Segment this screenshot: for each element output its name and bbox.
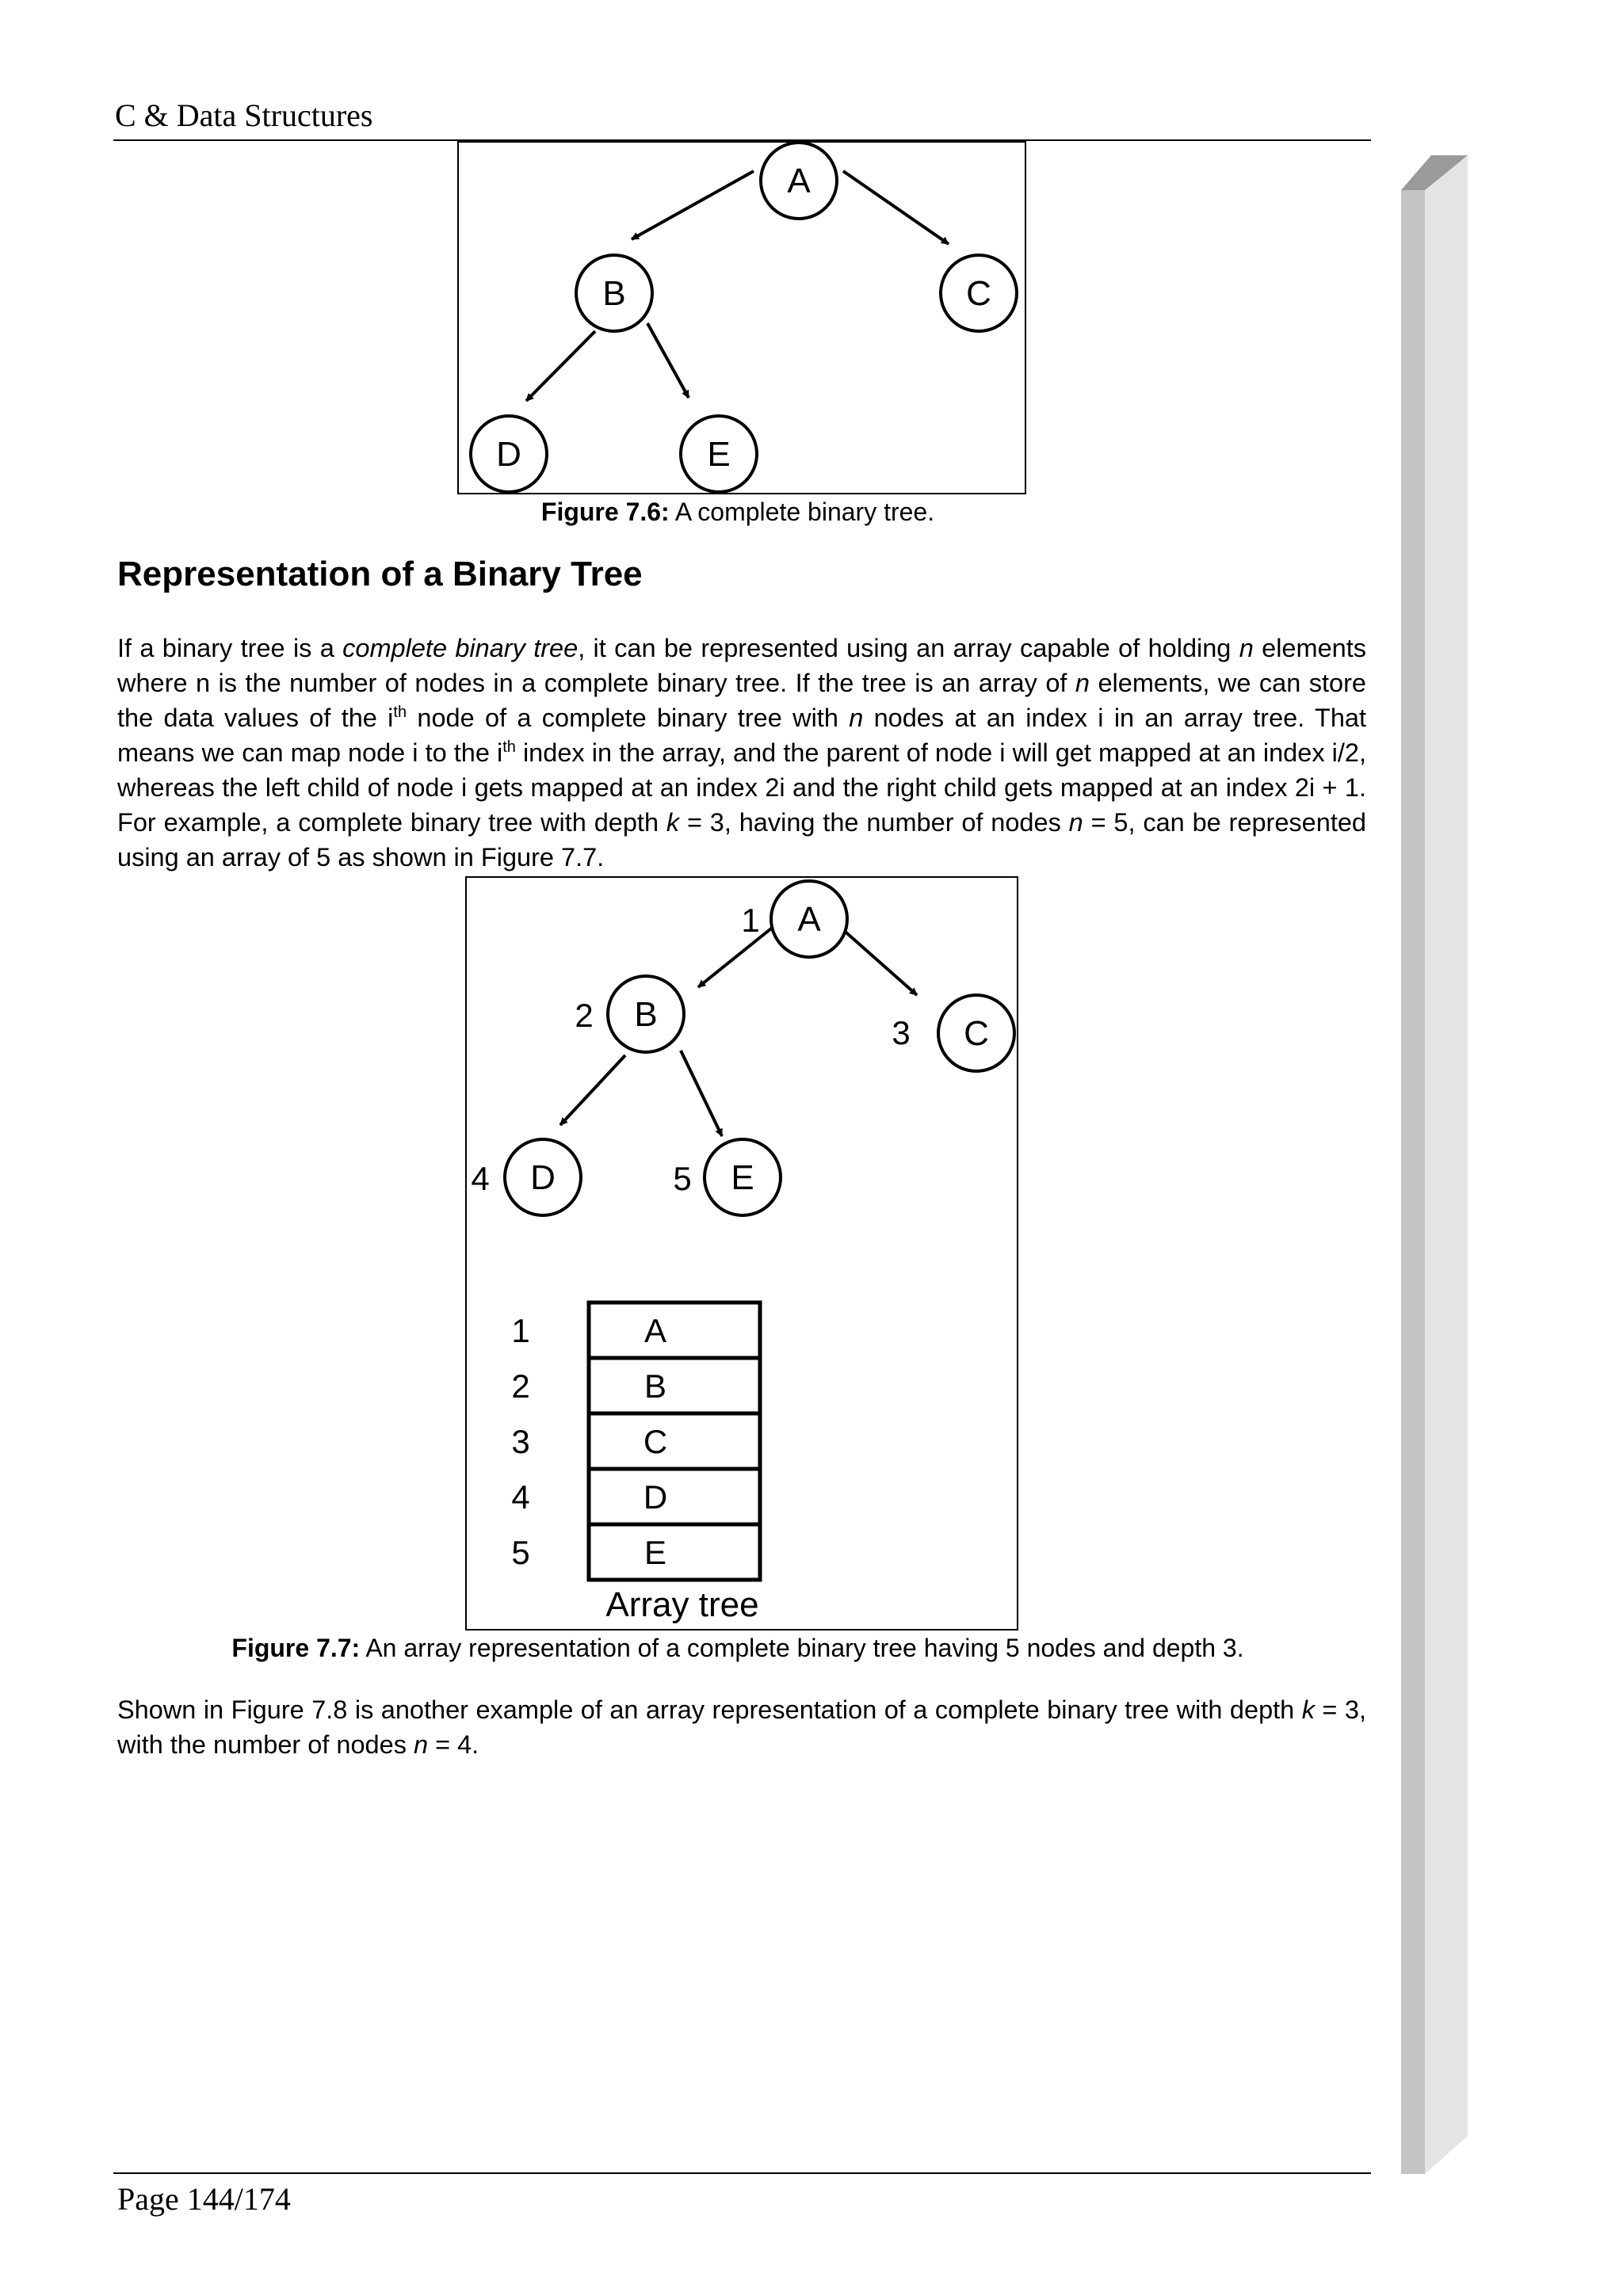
tree-node-label: A — [787, 162, 811, 200]
running-header: C & Data Structures — [115, 97, 373, 133]
edge-b-e — [681, 1051, 722, 1136]
body-paragraph: If a binary tree is a complete binary tree, it can be represented using an array capable of holding n elements where n is the number of nodes in a complete binary tree. If the tree is an array of n elements, we can store the data values of the $i^{th}$ node of a complete binary tree with n nodes at an index i in an array tree. That means we can map node i to the $i^{th}$ index in the array, and the parent of node i will get mapped at an index i/2, whereas the left child of node i gets mapped at an index 2i and the right child gets mapped at an index 2i + 1. For example, a complete binary tree with depth k = 3, having the number of nodes n = 5, can be represented using an array of 5 as shown in Figure 7.7. — [117, 634, 1367, 871]
edge-b-d — [560, 1055, 625, 1125]
tree-node-label: A — [797, 900, 821, 939]
figure-7-7-caption — [0, 1634, 1476, 1663]
tree-node-label: B — [634, 995, 658, 1034]
array-row-index: 2 — [511, 1367, 530, 1405]
decorative-side-bar — [1401, 155, 1468, 2177]
array-cell — [589, 1524, 760, 1580]
tree-node-index: 4 — [471, 1160, 490, 1197]
tree-node-label: D — [496, 435, 521, 474]
tree-node-index: 2 — [575, 997, 594, 1034]
caption-text: An array representation of a complete binary tree having 5 nodes and depth 3. — [360, 1634, 1244, 1662]
footer-divider — [113, 2172, 1371, 2174]
page-number: Page 144/174 — [117, 2181, 291, 2217]
array-row-index: 3 — [511, 1423, 530, 1460]
side-bar-edge — [1401, 190, 1425, 2174]
figure-7-6-diagram — [457, 141, 1026, 494]
array-cell — [589, 1358, 760, 1413]
array-row-index: 1 — [511, 1312, 530, 1349]
figure-7-6-caption — [0, 498, 1476, 527]
tree-node-label: B — [602, 274, 626, 313]
tree-node-label: E — [731, 1158, 754, 1197]
caption-label: Figure 7.6: — [540, 498, 670, 526]
array-row-index: 5 — [511, 1534, 530, 1571]
edge-a-b — [632, 171, 754, 239]
section-heading: Representation of a Binary Tree — [117, 555, 643, 593]
edge-a-b — [698, 922, 779, 987]
side-bar-face — [1425, 155, 1468, 2174]
tree-node-label: D — [530, 1158, 556, 1197]
edge-a-c — [834, 922, 917, 995]
caption-text: A complete binary tree. — [669, 498, 935, 526]
edge-a-c — [843, 171, 949, 244]
tree-node-label: C — [966, 274, 991, 313]
array-cell — [589, 1413, 760, 1469]
array-tree-label: Array tree — [605, 1585, 759, 1624]
tree-node-label: E — [707, 435, 731, 474]
array-cell-value: C — [643, 1423, 668, 1460]
array-cell-value: E — [643, 1534, 667, 1571]
array-cell-value: B — [643, 1367, 667, 1405]
caption-label: Figure 7.7: — [231, 1634, 361, 1662]
array-row-index: 4 — [511, 1478, 530, 1516]
array-cell — [589, 1469, 760, 1524]
array-cell-value: A — [643, 1312, 667, 1349]
edge-b-d — [526, 331, 595, 401]
array-cell-value: D — [643, 1478, 668, 1516]
tree-node-index: 1 — [741, 902, 760, 939]
tree-node-index: 3 — [892, 1014, 911, 1051]
tree-node-index: 5 — [673, 1160, 692, 1197]
array-cell — [589, 1302, 760, 1358]
tree-node-label: C — [964, 1014, 989, 1053]
edge-b-e — [647, 323, 689, 398]
figure-7-7-diagram — [465, 876, 1018, 1630]
body-paragraph: Shown in Figure 7.8 is another example of an array representation of a complete binary tree with depth k = 3, with the number of nodes n = 4. — [117, 1695, 1366, 1759]
